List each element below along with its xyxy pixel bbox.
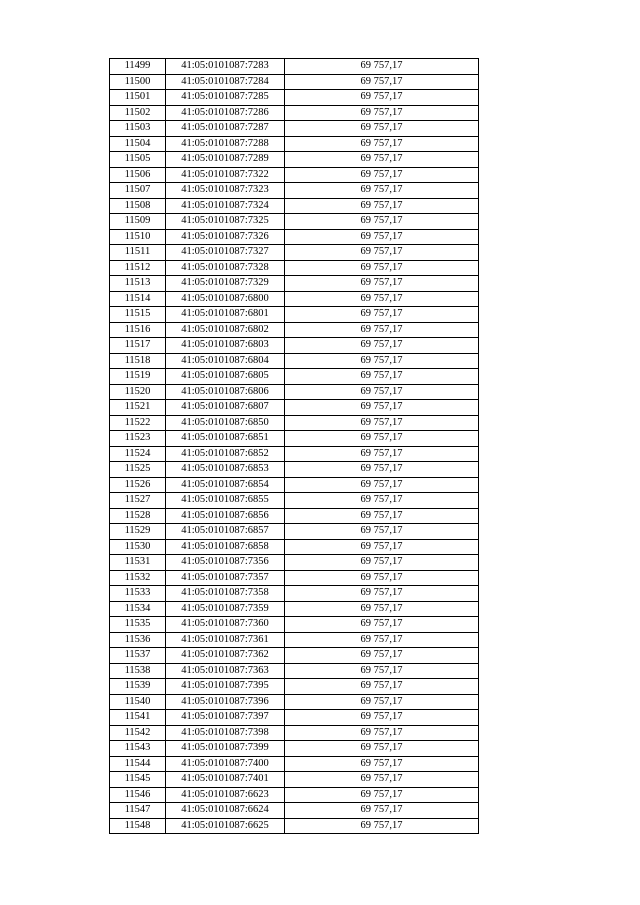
table-row	[110, 90, 479, 106]
cadastral-value-cell: 69 757,17	[285, 803, 479, 819]
cadastral-number-cell: 41:05:0101087:6854	[166, 477, 285, 493]
row-number-cell: 11537	[110, 648, 166, 664]
cadastral-value-cell: 69 757,17	[285, 694, 479, 710]
row-number-cell: 11516	[110, 322, 166, 338]
table-row	[110, 338, 479, 354]
cadastral-value-cell: 69 757,17	[285, 632, 479, 648]
cadastral-value-cell: 69 757,17	[285, 601, 479, 617]
table-row	[110, 756, 479, 772]
cadastral-value-cell: 69 757,17	[285, 136, 479, 152]
cadastral-value-cell: 69 757,17	[285, 462, 479, 478]
cadastral-number-cell: 41:05:0101087:7361	[166, 632, 285, 648]
cadastral-number-cell: 41:05:0101087:6856	[166, 508, 285, 524]
row-number-cell: 11504	[110, 136, 166, 152]
cadastral-value-cell: 69 757,17	[285, 59, 479, 75]
table-row	[110, 369, 479, 385]
cadastral-value-cell: 69 757,17	[285, 369, 479, 385]
table-row	[110, 741, 479, 757]
table-row	[110, 431, 479, 447]
row-number-cell: 11499	[110, 59, 166, 75]
table-row	[110, 152, 479, 168]
cadastral-value-cell: 69 757,17	[285, 214, 479, 230]
row-number-cell: 11515	[110, 307, 166, 323]
table-row	[110, 524, 479, 540]
row-number-cell: 11514	[110, 291, 166, 307]
table-row	[110, 586, 479, 602]
table-row	[110, 477, 479, 493]
row-number-cell: 11534	[110, 601, 166, 617]
table-row	[110, 632, 479, 648]
row-number-cell: 11543	[110, 741, 166, 757]
row-number-cell: 11507	[110, 183, 166, 199]
cadastral-number-cell: 41:05:0101087:7359	[166, 601, 285, 617]
cadastral-number-cell: 41:05:0101087:7356	[166, 555, 285, 571]
row-number-cell: 11519	[110, 369, 166, 385]
row-number-cell: 11544	[110, 756, 166, 772]
cadastral-number-cell: 41:05:0101087:7396	[166, 694, 285, 710]
row-number-cell: 11524	[110, 446, 166, 462]
cadastral-value-cell: 69 757,17	[285, 493, 479, 509]
table-row	[110, 772, 479, 788]
cadastral-number-cell: 41:05:0101087:7401	[166, 772, 285, 788]
row-number-cell: 11547	[110, 803, 166, 819]
table-row	[110, 694, 479, 710]
table-row	[110, 803, 479, 819]
cadastral-number-cell: 41:05:0101087:7328	[166, 260, 285, 276]
row-number-cell: 11535	[110, 617, 166, 633]
cadastral-number-cell: 41:05:0101087:7357	[166, 570, 285, 586]
row-number-cell: 11505	[110, 152, 166, 168]
cadastral-number-cell: 41:05:0101087:6805	[166, 369, 285, 385]
cadastral-value-table	[109, 58, 479, 834]
cadastral-value-cell: 69 757,17	[285, 198, 479, 214]
cadastral-number-cell: 41:05:0101087:7395	[166, 679, 285, 695]
cadastral-number-cell: 41:05:0101087:6852	[166, 446, 285, 462]
row-number-cell: 11509	[110, 214, 166, 230]
table-row	[110, 415, 479, 431]
table-row	[110, 648, 479, 664]
cadastral-number-cell: 41:05:0101087:7322	[166, 167, 285, 183]
table-row	[110, 322, 479, 338]
table-row	[110, 307, 479, 323]
row-number-cell: 11502	[110, 105, 166, 121]
cadastral-number-cell: 41:05:0101087:6624	[166, 803, 285, 819]
cadastral-number-cell: 41:05:0101087:7325	[166, 214, 285, 230]
row-number-cell: 11522	[110, 415, 166, 431]
table-row	[110, 710, 479, 726]
row-number-cell: 11520	[110, 384, 166, 400]
cadastral-value-cell: 69 757,17	[285, 229, 479, 245]
cadastral-value-cell: 69 757,17	[285, 570, 479, 586]
cadastral-value-cell: 69 757,17	[285, 90, 479, 106]
table-row	[110, 663, 479, 679]
cadastral-value-cell: 69 757,17	[285, 276, 479, 292]
table-row	[110, 384, 479, 400]
row-number-cell: 11548	[110, 818, 166, 834]
cadastral-value-cell: 69 757,17	[285, 524, 479, 540]
table-body	[110, 59, 479, 834]
row-number-cell: 11542	[110, 725, 166, 741]
cadastral-value-cell: 69 757,17	[285, 183, 479, 199]
cadastral-value-cell: 69 757,17	[285, 725, 479, 741]
table-row	[110, 229, 479, 245]
table-row	[110, 183, 479, 199]
cadastral-number-cell: 41:05:0101087:7285	[166, 90, 285, 106]
cadastral-value-cell: 69 757,17	[285, 431, 479, 447]
cadastral-value-cell: 69 757,17	[285, 741, 479, 757]
row-number-cell: 11528	[110, 508, 166, 524]
cadastral-value-cell: 69 757,17	[285, 152, 479, 168]
row-number-cell: 11532	[110, 570, 166, 586]
cadastral-value-cell: 69 757,17	[285, 710, 479, 726]
row-number-cell: 11512	[110, 260, 166, 276]
table-row	[110, 136, 479, 152]
row-number-cell: 11503	[110, 121, 166, 137]
cadastral-number-cell: 41:05:0101087:7323	[166, 183, 285, 199]
cadastral-number-cell: 41:05:0101087:7287	[166, 121, 285, 137]
cadastral-value-cell: 69 757,17	[285, 121, 479, 137]
cadastral-value-cell: 69 757,17	[285, 353, 479, 369]
row-number-cell: 11518	[110, 353, 166, 369]
cadastral-number-cell: 41:05:0101087:6858	[166, 539, 285, 555]
cadastral-number-cell: 41:05:0101087:6623	[166, 787, 285, 803]
table-row	[110, 198, 479, 214]
table-row	[110, 276, 479, 292]
cadastral-number-cell: 41:05:0101087:7398	[166, 725, 285, 741]
cadastral-number-cell: 41:05:0101087:6804	[166, 353, 285, 369]
cadastral-number-cell: 41:05:0101087:7362	[166, 648, 285, 664]
table-row	[110, 446, 479, 462]
cadastral-value-cell: 69 757,17	[285, 818, 479, 834]
row-number-cell: 11541	[110, 710, 166, 726]
cadastral-number-cell: 41:05:0101087:7397	[166, 710, 285, 726]
table-row	[110, 74, 479, 90]
row-number-cell: 11501	[110, 90, 166, 106]
cadastral-number-cell: 41:05:0101087:6800	[166, 291, 285, 307]
table-row	[110, 818, 479, 834]
cadastral-value-cell: 69 757,17	[285, 446, 479, 462]
table-row	[110, 787, 479, 803]
cadastral-value-cell: 69 757,17	[285, 508, 479, 524]
cadastral-value-cell: 69 757,17	[285, 400, 479, 416]
table-row	[110, 570, 479, 586]
table-row	[110, 291, 479, 307]
row-number-cell: 11546	[110, 787, 166, 803]
cadastral-number-cell: 41:05:0101087:6851	[166, 431, 285, 447]
table-row	[110, 617, 479, 633]
cadastral-value-cell: 69 757,17	[285, 648, 479, 664]
cadastral-value-cell: 69 757,17	[285, 245, 479, 261]
row-number-cell: 11517	[110, 338, 166, 354]
table-row	[110, 121, 479, 137]
cadastral-value-cell: 69 757,17	[285, 586, 479, 602]
row-number-cell: 11500	[110, 74, 166, 90]
cadastral-number-cell: 41:05:0101087:7288	[166, 136, 285, 152]
row-number-cell: 11527	[110, 493, 166, 509]
row-number-cell: 11529	[110, 524, 166, 540]
row-number-cell: 11530	[110, 539, 166, 555]
cadastral-value-cell: 69 757,17	[285, 291, 479, 307]
cadastral-value-cell: 69 757,17	[285, 415, 479, 431]
row-number-cell: 11523	[110, 431, 166, 447]
cadastral-value-cell: 69 757,17	[285, 555, 479, 571]
cadastral-value-cell: 69 757,17	[285, 74, 479, 90]
row-number-cell: 11540	[110, 694, 166, 710]
table-row	[110, 105, 479, 121]
cadastral-number-cell: 41:05:0101087:6807	[166, 400, 285, 416]
row-number-cell: 11506	[110, 167, 166, 183]
row-number-cell: 11521	[110, 400, 166, 416]
table-row	[110, 167, 479, 183]
cadastral-value-cell: 69 757,17	[285, 539, 479, 555]
table-row	[110, 493, 479, 509]
cadastral-value-cell: 69 757,17	[285, 756, 479, 772]
cadastral-number-cell: 41:05:0101087:7283	[166, 59, 285, 75]
table-row	[110, 400, 479, 416]
cadastral-number-cell: 41:05:0101087:7324	[166, 198, 285, 214]
row-number-cell: 11538	[110, 663, 166, 679]
cadastral-value-cell: 69 757,17	[285, 167, 479, 183]
table-row	[110, 214, 479, 230]
cadastral-number-cell: 41:05:0101087:6803	[166, 338, 285, 354]
cadastral-value-cell: 69 757,17	[285, 322, 479, 338]
row-number-cell: 11510	[110, 229, 166, 245]
cadastral-value-cell: 69 757,17	[285, 384, 479, 400]
cadastral-value-cell: 69 757,17	[285, 663, 479, 679]
cadastral-number-cell: 41:05:0101087:7360	[166, 617, 285, 633]
table-row	[110, 462, 479, 478]
cadastral-value-cell: 69 757,17	[285, 105, 479, 121]
table-row	[110, 679, 479, 695]
cadastral-value-cell: 69 757,17	[285, 617, 479, 633]
row-number-cell: 11511	[110, 245, 166, 261]
cadastral-value-cell: 69 757,17	[285, 477, 479, 493]
cadastral-number-cell: 41:05:0101087:7363	[166, 663, 285, 679]
table-row	[110, 539, 479, 555]
row-number-cell: 11533	[110, 586, 166, 602]
row-number-cell: 11545	[110, 772, 166, 788]
row-number-cell: 11531	[110, 555, 166, 571]
cadastral-number-cell: 41:05:0101087:6853	[166, 462, 285, 478]
cadastral-number-cell: 41:05:0101087:7286	[166, 105, 285, 121]
cadastral-number-cell: 41:05:0101087:7326	[166, 229, 285, 245]
cadastral-number-cell: 41:05:0101087:6802	[166, 322, 285, 338]
cadastral-number-cell: 41:05:0101087:7358	[166, 586, 285, 602]
cadastral-number-cell: 41:05:0101087:6625	[166, 818, 285, 834]
cadastral-number-cell: 41:05:0101087:7329	[166, 276, 285, 292]
cadastral-number-cell: 41:05:0101087:6801	[166, 307, 285, 323]
cadastral-number-cell: 41:05:0101087:6855	[166, 493, 285, 509]
row-number-cell: 11513	[110, 276, 166, 292]
table-row	[110, 353, 479, 369]
row-number-cell: 11508	[110, 198, 166, 214]
cadastral-value-cell: 69 757,17	[285, 260, 479, 276]
row-number-cell: 11525	[110, 462, 166, 478]
cadastral-number-cell: 41:05:0101087:7284	[166, 74, 285, 90]
table-row	[110, 59, 479, 75]
cadastral-number-cell: 41:05:0101087:7399	[166, 741, 285, 757]
cadastral-value-cell: 69 757,17	[285, 787, 479, 803]
cadastral-number-cell: 41:05:0101087:6850	[166, 415, 285, 431]
row-number-cell: 11536	[110, 632, 166, 648]
row-number-cell: 11526	[110, 477, 166, 493]
table-row	[110, 725, 479, 741]
cadastral-value-cell: 69 757,17	[285, 772, 479, 788]
table-row	[110, 555, 479, 571]
cadastral-value-cell: 69 757,17	[285, 338, 479, 354]
table-row	[110, 508, 479, 524]
table-row	[110, 260, 479, 276]
cadastral-number-cell: 41:05:0101087:7327	[166, 245, 285, 261]
row-number-cell: 11539	[110, 679, 166, 695]
cadastral-number-cell: 41:05:0101087:6857	[166, 524, 285, 540]
cadastral-number-cell: 41:05:0101087:6806	[166, 384, 285, 400]
table-row	[110, 601, 479, 617]
table-row	[110, 245, 479, 261]
cadastral-number-cell: 41:05:0101087:7289	[166, 152, 285, 168]
cadastral-value-cell: 69 757,17	[285, 307, 479, 323]
cadastral-number-cell: 41:05:0101087:7400	[166, 756, 285, 772]
cadastral-value-cell: 69 757,17	[285, 679, 479, 695]
